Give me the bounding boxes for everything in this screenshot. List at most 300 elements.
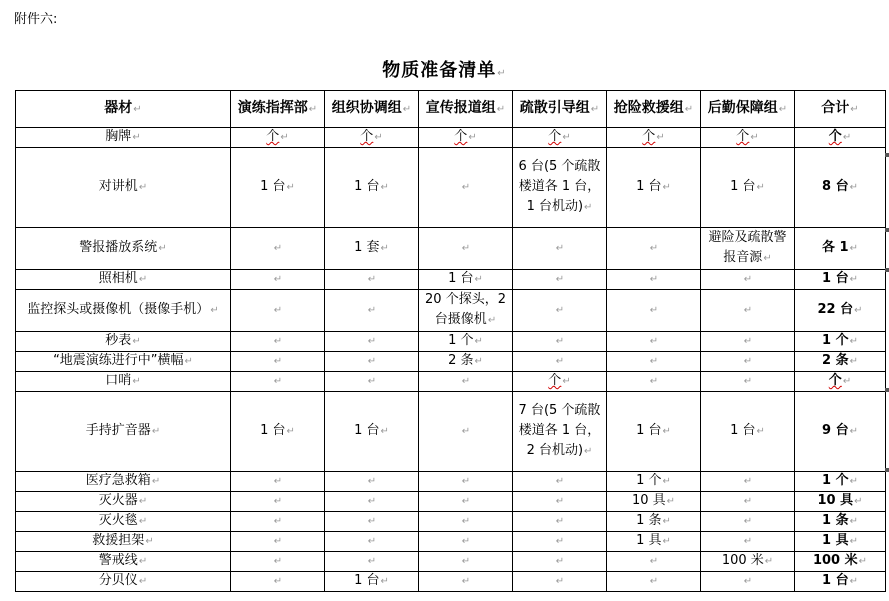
table-edge-mark bbox=[885, 468, 889, 472]
cell-text: 个 bbox=[454, 129, 468, 144]
table-cell bbox=[325, 512, 419, 532]
table-cell bbox=[513, 472, 607, 492]
table-cell bbox=[607, 372, 701, 392]
paragraph-mark: ↵ bbox=[764, 556, 774, 567]
total-cell bbox=[795, 270, 886, 290]
paragraph-mark: ↵ bbox=[842, 376, 852, 387]
table-cell bbox=[701, 492, 795, 512]
table-row bbox=[16, 512, 886, 532]
table-cell bbox=[513, 128, 607, 148]
paragraph-mark: ↵ bbox=[367, 556, 377, 567]
cell-text: 7 台(5 个疏散楼道各 1 台，2 台机动) bbox=[518, 403, 601, 458]
table-cell bbox=[325, 228, 419, 270]
paragraph-mark: ↵ bbox=[461, 516, 471, 527]
table-cell bbox=[231, 128, 325, 148]
table-row bbox=[16, 148, 886, 228]
paragraph-mark: ↵ bbox=[555, 476, 565, 487]
table-cell bbox=[419, 332, 513, 352]
table-cell bbox=[607, 352, 701, 372]
total-cell bbox=[795, 332, 886, 352]
total-cell bbox=[795, 572, 886, 592]
paragraph-mark: ↵ bbox=[474, 336, 483, 347]
cell-text: 秒表 bbox=[105, 333, 132, 348]
paragraph-mark: ↵ bbox=[133, 104, 142, 115]
paragraph-mark: ↵ bbox=[750, 132, 759, 143]
table-cell bbox=[513, 372, 607, 392]
paragraph-mark: ↵ bbox=[132, 376, 141, 387]
table-cell bbox=[513, 572, 607, 592]
cell-text: 警报播放系统 bbox=[79, 240, 158, 255]
paragraph-mark: ↵ bbox=[374, 132, 383, 143]
paragraph-mark: ↵ bbox=[138, 496, 148, 507]
paragraph-mark: ↵ bbox=[649, 243, 659, 254]
cell-text: 个 bbox=[548, 373, 562, 388]
paragraph-mark: ↵ bbox=[649, 376, 659, 387]
table-cell bbox=[419, 128, 513, 148]
column-header bbox=[513, 91, 607, 128]
column-header-text: 宣传报道组 bbox=[425, 100, 496, 116]
cell-text: 1 台 bbox=[730, 179, 756, 194]
column-header bbox=[16, 91, 231, 128]
paragraph-mark: ↵ bbox=[461, 182, 471, 193]
paragraph-mark: ↵ bbox=[849, 516, 858, 527]
cell-text: 2 条 bbox=[448, 353, 474, 368]
cell-text: 1 台 bbox=[354, 573, 380, 588]
total-cell bbox=[795, 372, 886, 392]
cell-text: 1 个 bbox=[448, 333, 474, 348]
paragraph-mark: ↵ bbox=[743, 356, 753, 367]
cell-text: 1 台 bbox=[354, 179, 380, 194]
cell-text: 口哨 bbox=[105, 373, 132, 388]
paragraph-mark: ↵ bbox=[273, 336, 283, 347]
table-cell bbox=[231, 552, 325, 572]
table-cell bbox=[325, 492, 419, 512]
table-cell bbox=[231, 392, 325, 472]
paragraph-mark: ↵ bbox=[763, 253, 772, 264]
table-cell bbox=[513, 512, 607, 532]
total-cell bbox=[795, 472, 886, 492]
table-cell bbox=[607, 552, 701, 572]
table-cell bbox=[419, 290, 513, 332]
table-cell bbox=[325, 552, 419, 572]
table-edge-mark bbox=[885, 228, 889, 232]
table-cell bbox=[325, 532, 419, 552]
column-header bbox=[701, 91, 795, 128]
table-cell bbox=[231, 372, 325, 392]
cell-text: 10 具 bbox=[817, 493, 854, 508]
paragraph-mark: ↵ bbox=[850, 104, 859, 115]
paragraph-mark: ↵ bbox=[743, 576, 753, 587]
item-name-cell bbox=[16, 532, 231, 552]
table-cell bbox=[701, 270, 795, 290]
paragraph-mark: ↵ bbox=[380, 182, 389, 193]
paragraph-mark: ↵ bbox=[743, 536, 753, 547]
paragraph-mark: ↵ bbox=[280, 132, 289, 143]
paragraph-mark: ↵ bbox=[151, 476, 161, 487]
paragraph-mark: ↵ bbox=[273, 496, 283, 507]
paragraph-mark: ↵ bbox=[158, 243, 167, 254]
table-cell bbox=[701, 552, 795, 572]
cell-text: 1 台 bbox=[260, 179, 286, 194]
paragraph-mark: ↵ bbox=[461, 426, 471, 437]
table-cell bbox=[419, 148, 513, 228]
paragraph-mark: ↵ bbox=[461, 243, 471, 254]
table-cell bbox=[325, 572, 419, 592]
title-text: 物质准备清单 bbox=[382, 60, 497, 81]
table-cell bbox=[607, 472, 701, 492]
paragraph-mark: ↵ bbox=[743, 305, 753, 316]
paragraph-mark: ↵ bbox=[286, 426, 295, 437]
table-cell bbox=[701, 352, 795, 372]
table-header-row bbox=[16, 91, 886, 128]
table-row bbox=[16, 290, 886, 332]
table-cell bbox=[231, 492, 325, 512]
cell-text: 医疗急救箱 bbox=[85, 473, 151, 488]
table-cell bbox=[607, 332, 701, 352]
paragraph-mark: ↵ bbox=[842, 132, 852, 143]
paragraph-mark: ↵ bbox=[145, 536, 154, 547]
table-cell bbox=[701, 512, 795, 532]
cell-text: 灭火器 bbox=[98, 493, 138, 508]
paragraph-mark: ↵ bbox=[367, 476, 377, 487]
column-header bbox=[607, 91, 701, 128]
paragraph-mark: ↵ bbox=[849, 356, 858, 367]
cell-text: 1 台 bbox=[448, 271, 474, 286]
cell-text: 6 台(5 个疏散楼道各 1 台，1 台机动) bbox=[518, 159, 601, 214]
item-name-cell bbox=[16, 290, 231, 332]
total-cell bbox=[795, 228, 886, 270]
item-name-cell bbox=[16, 572, 231, 592]
cell-text: 1 台 bbox=[260, 423, 286, 438]
cell-text: 20 个探头，2 台摄像机 bbox=[425, 292, 506, 327]
table-cell bbox=[325, 352, 419, 372]
paragraph-mark: ↵ bbox=[461, 576, 471, 587]
cell-text: 8 台 bbox=[822, 179, 849, 194]
table-cell bbox=[701, 332, 795, 352]
total-cell bbox=[795, 148, 886, 228]
paragraph-mark: ↵ bbox=[474, 356, 483, 367]
table-cell bbox=[607, 392, 701, 472]
table-cell bbox=[325, 332, 419, 352]
total-cell bbox=[795, 552, 886, 572]
paragraph-mark: ↵ bbox=[273, 376, 283, 387]
table-row bbox=[16, 372, 886, 392]
cell-text: 个 bbox=[828, 129, 842, 144]
paragraph-mark: ↵ bbox=[273, 516, 283, 527]
paragraph-mark: ↵ bbox=[849, 182, 858, 193]
paragraph-mark: ↵ bbox=[273, 476, 283, 487]
total-cell bbox=[795, 352, 886, 372]
paragraph-mark: ↵ bbox=[138, 274, 148, 285]
item-name-cell bbox=[16, 148, 231, 228]
paragraph-mark: ↵ bbox=[590, 104, 600, 115]
paragraph-mark: ↵ bbox=[555, 305, 565, 316]
paragraph-mark: ↵ bbox=[562, 376, 571, 387]
total-cell bbox=[795, 392, 886, 472]
table-cell bbox=[419, 228, 513, 270]
paragraph-mark: ↵ bbox=[743, 274, 753, 285]
cell-text: 1 具 bbox=[636, 533, 662, 548]
table-cell bbox=[231, 532, 325, 552]
paragraph-mark: ↵ bbox=[555, 243, 565, 254]
item-name-cell bbox=[16, 270, 231, 290]
paragraph-mark: ↵ bbox=[380, 576, 389, 587]
paragraph-mark: ↵ bbox=[402, 104, 412, 115]
paragraph-mark: ↵ bbox=[496, 104, 506, 115]
table-cell bbox=[419, 552, 513, 572]
table-cell bbox=[513, 290, 607, 332]
table-cell bbox=[513, 148, 607, 228]
column-header-text: 演练指挥部 bbox=[237, 100, 308, 116]
table-cell bbox=[325, 128, 419, 148]
paragraph-mark: ↵ bbox=[849, 274, 858, 285]
paragraph-mark: ↵ bbox=[662, 476, 671, 487]
paragraph-mark: ↵ bbox=[662, 182, 671, 193]
table-row bbox=[16, 392, 886, 472]
paragraph-mark: ↵ bbox=[367, 274, 377, 285]
paragraph-mark: ↵ bbox=[849, 576, 858, 587]
paragraph-mark: ↵ bbox=[649, 305, 659, 316]
materials-table bbox=[15, 90, 886, 592]
cell-text: 1 个 bbox=[822, 473, 849, 488]
cell-text: 10 具 bbox=[631, 493, 666, 508]
table-cell bbox=[325, 472, 419, 492]
table-cell bbox=[419, 352, 513, 372]
column-header-text: 疏散引导组 bbox=[519, 100, 590, 116]
paragraph-mark: ↵ bbox=[380, 243, 389, 254]
table-row bbox=[16, 532, 886, 552]
cell-text: 个 bbox=[642, 129, 656, 144]
table-cell bbox=[701, 148, 795, 228]
paragraph-mark: ↵ bbox=[461, 556, 471, 567]
table-cell bbox=[325, 148, 419, 228]
item-name-cell bbox=[16, 372, 231, 392]
paragraph-mark: ↵ bbox=[743, 376, 753, 387]
paragraph-mark: ↵ bbox=[849, 243, 858, 254]
table-body bbox=[16, 128, 886, 592]
table-cell bbox=[513, 492, 607, 512]
cell-text: 9 台 bbox=[822, 423, 849, 438]
paragraph-mark: ↵ bbox=[474, 274, 483, 285]
cell-text: 1 台 bbox=[636, 179, 662, 194]
total-cell bbox=[795, 290, 886, 332]
cell-text: 1 个 bbox=[636, 473, 662, 488]
paragraph-mark: ↵ bbox=[778, 104, 788, 115]
table-row bbox=[16, 492, 886, 512]
cell-text: 1 台 bbox=[354, 423, 380, 438]
paragraph-mark: ↵ bbox=[562, 132, 571, 143]
paragraph-mark: ↵ bbox=[858, 556, 868, 567]
paragraph-mark: ↵ bbox=[367, 516, 377, 527]
paragraph-mark: ↵ bbox=[684, 104, 694, 115]
paragraph-mark: ↵ bbox=[273, 243, 283, 254]
table-cell bbox=[607, 270, 701, 290]
column-header bbox=[231, 91, 325, 128]
table-cell bbox=[513, 228, 607, 270]
table-cell bbox=[607, 128, 701, 148]
cell-text: 个 bbox=[360, 129, 374, 144]
column-header-text: 组织协调组 bbox=[331, 100, 402, 116]
table-cell bbox=[513, 552, 607, 572]
cell-text: 1 条 bbox=[636, 513, 662, 528]
paragraph-mark: ↵ bbox=[849, 536, 858, 547]
paragraph-mark: ↵ bbox=[555, 496, 565, 507]
table-cell bbox=[701, 290, 795, 332]
paragraph-mark: ↵ bbox=[367, 496, 377, 507]
table-cell bbox=[607, 512, 701, 532]
table-cell bbox=[325, 270, 419, 290]
table-row bbox=[16, 552, 886, 572]
cell-text: 手持扩音器 bbox=[85, 423, 151, 438]
paragraph-mark: ↵ bbox=[367, 336, 377, 347]
table-cell bbox=[325, 372, 419, 392]
table-cell bbox=[701, 228, 795, 270]
paragraph-mark: ↵ bbox=[555, 356, 565, 367]
table-cell bbox=[513, 332, 607, 352]
cell-text: “地震演练进行中”横幅 bbox=[53, 353, 184, 368]
cell-text: 警戒线 bbox=[98, 553, 138, 568]
cell-text: 1 台 bbox=[730, 423, 756, 438]
paragraph-mark: ↵ bbox=[273, 556, 283, 567]
table-cell bbox=[231, 290, 325, 332]
table-cell bbox=[701, 572, 795, 592]
paragraph-mark: ↵ bbox=[849, 426, 858, 437]
table-cell bbox=[701, 532, 795, 552]
paragraph-mark: ↵ bbox=[743, 336, 753, 347]
paragraph-mark: ↵ bbox=[649, 556, 659, 567]
table-row bbox=[16, 332, 886, 352]
cell-text: 1 台 bbox=[822, 573, 849, 588]
item-name-cell bbox=[16, 512, 231, 532]
table-cell bbox=[607, 290, 701, 332]
table-edge-mark bbox=[885, 388, 889, 392]
cell-text: 灭火毯 bbox=[98, 513, 138, 528]
table-cell bbox=[701, 372, 795, 392]
cell-text: 分贝仪 bbox=[98, 573, 138, 588]
cell-text: 100 米 bbox=[812, 553, 858, 568]
total-cell bbox=[795, 128, 886, 148]
table-row bbox=[16, 352, 886, 372]
table-cell bbox=[607, 532, 701, 552]
paragraph-mark: ↵ bbox=[151, 426, 161, 437]
table-cell bbox=[231, 148, 325, 228]
table-cell bbox=[231, 572, 325, 592]
table-cell bbox=[607, 492, 701, 512]
paragraph-mark: ↵ bbox=[380, 426, 389, 437]
paragraph-mark: ↵ bbox=[662, 426, 671, 437]
cell-text: 1 套 bbox=[354, 240, 380, 255]
paragraph-mark: ↵ bbox=[138, 516, 148, 527]
table-cell bbox=[231, 352, 325, 372]
paragraph-mark: ↵ bbox=[273, 305, 283, 316]
column-header-text: 器材 bbox=[104, 100, 133, 116]
cell-text: 对讲机 bbox=[98, 179, 138, 194]
paragraph-mark: ↵ bbox=[461, 476, 471, 487]
table-row bbox=[16, 472, 886, 492]
column-header bbox=[325, 91, 419, 128]
cell-text: 胸牌 bbox=[105, 129, 132, 144]
table-cell bbox=[513, 270, 607, 290]
paragraph-mark: ↵ bbox=[461, 496, 471, 507]
paragraph-mark: ↵ bbox=[367, 305, 377, 316]
table-cell bbox=[419, 472, 513, 492]
table-cell bbox=[325, 290, 419, 332]
table-edge-mark bbox=[885, 153, 889, 157]
table-cell bbox=[513, 532, 607, 552]
cell-text: 个 bbox=[548, 129, 562, 144]
cell-text: 避险及疏散警报音源 bbox=[708, 230, 787, 265]
paragraph-mark: ↵ bbox=[656, 132, 665, 143]
table-cell bbox=[419, 372, 513, 392]
document-title bbox=[0, 56, 889, 82]
item-name-cell bbox=[16, 492, 231, 512]
table-cell bbox=[419, 532, 513, 552]
cell-text: 照相机 bbox=[98, 271, 138, 286]
table-cell bbox=[419, 572, 513, 592]
cell-text: 2 条 bbox=[822, 353, 849, 368]
paragraph-mark: ↵ bbox=[367, 356, 377, 367]
paragraph-mark: ↵ bbox=[555, 576, 565, 587]
item-name-cell bbox=[16, 228, 231, 270]
table-cell bbox=[701, 392, 795, 472]
paragraph-mark: ↵ bbox=[555, 516, 565, 527]
table-cell bbox=[701, 472, 795, 492]
paragraph-mark: ↵ bbox=[555, 536, 565, 547]
table-cell bbox=[231, 512, 325, 532]
table-row bbox=[16, 270, 886, 290]
paragraph-mark: ↵ bbox=[138, 182, 148, 193]
paragraph-mark: ↵ bbox=[743, 516, 753, 527]
paragraph-mark: ↵ bbox=[210, 305, 219, 316]
cell-text: 个 bbox=[828, 373, 842, 388]
cell-text: 各 1 bbox=[822, 240, 849, 255]
table-cell bbox=[325, 392, 419, 472]
column-header-text: 合计 bbox=[821, 100, 850, 116]
table-cell bbox=[231, 270, 325, 290]
table-cell bbox=[419, 512, 513, 532]
table-edge-mark bbox=[885, 268, 889, 272]
column-header-text: 后勤保障组 bbox=[707, 100, 778, 116]
table-cell bbox=[419, 492, 513, 512]
column-header bbox=[419, 91, 513, 128]
paragraph-mark: ↵ bbox=[273, 356, 283, 367]
paragraph-mark: ↵ bbox=[184, 356, 193, 367]
paragraph-mark: ↵ bbox=[649, 356, 659, 367]
item-name-cell bbox=[16, 552, 231, 572]
paragraph-mark: ↵ bbox=[132, 336, 141, 347]
paragraph-mark: ↵ bbox=[849, 476, 858, 487]
paragraph-mark: ↵ bbox=[743, 476, 753, 487]
total-cell bbox=[795, 532, 886, 552]
table-cell bbox=[607, 148, 701, 228]
item-name-cell bbox=[16, 392, 231, 472]
item-name-cell bbox=[16, 352, 231, 372]
paragraph-mark: ↵ bbox=[584, 202, 593, 213]
cell-text: 1 台 bbox=[636, 423, 662, 438]
paragraph-mark: ↵ bbox=[849, 336, 858, 347]
table-row bbox=[16, 228, 886, 270]
paragraph-mark: ↵ bbox=[497, 68, 507, 79]
total-cell bbox=[795, 492, 886, 512]
table-row bbox=[16, 572, 886, 592]
cell-text: 1 条 bbox=[822, 513, 849, 528]
paragraph-mark: ↵ bbox=[662, 516, 671, 527]
cell-text: 个 bbox=[736, 129, 750, 144]
paragraph-mark: ↵ bbox=[138, 576, 148, 587]
table-cell bbox=[607, 228, 701, 270]
paragraph-mark: ↵ bbox=[273, 274, 283, 285]
paragraph-mark: ↵ bbox=[555, 556, 565, 567]
